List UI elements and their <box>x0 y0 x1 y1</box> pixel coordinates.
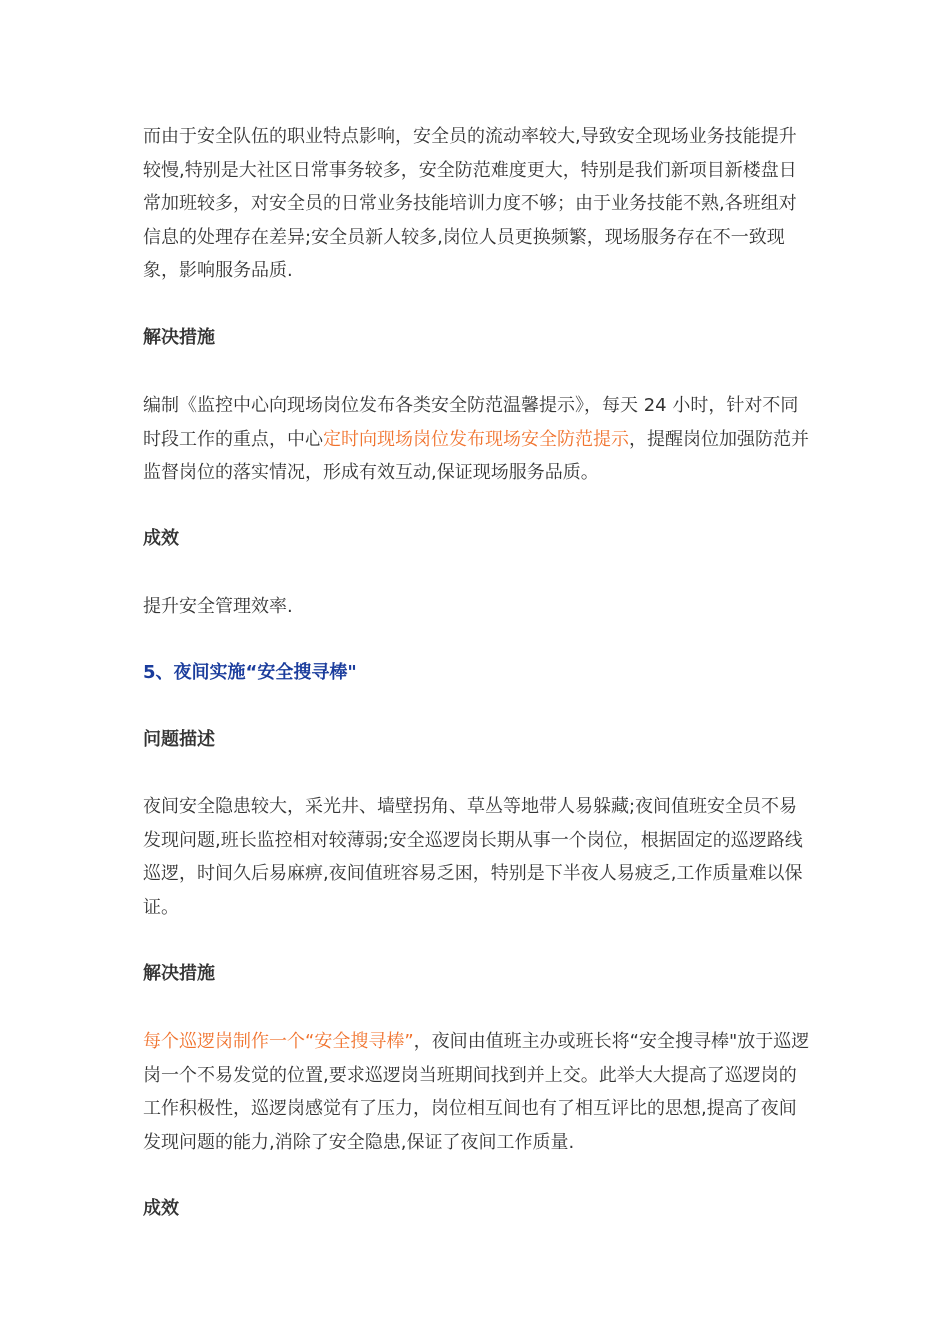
section-title-5: 5、夜间实施“安全搜寻棒" <box>143 662 357 683</box>
paragraph-solution-2 <box>143 1025 811 1159</box>
heading-effect-1: 成效 <box>143 528 179 549</box>
paragraph-solution-1-text-a: 编制《监控中心向现场岗位发布各类安全防范温馨提示》，每天 24 小时，针对不同时段工作的重点，中心 <box>143 395 799 450</box>
heading-problem: 问题描述 <box>143 729 215 750</box>
paragraph-effect-1: 提升安全管理效率. <box>143 596 293 617</box>
paragraph-solution-2-text: ，夜间由值班主办或班长将“安全搜寻棒"放于巡逻岗一个不易发觉的位置,要求巡逻岗当班期间找到并上交。此举大大提高了巡逻岗的工作积极性，巡逻岗感觉有了压力，岗位相互间也有了相互评比的思想,提高了夜间发现问题的能力,消除了安全隐患,保证了夜间工作质量. <box>143 1031 810 1153</box>
paragraph-solution-1-text-b: ，提醒岗位加强防范并监督岗位的落实情况，形成有效互动,保证现场服务品质。 <box>143 428 809 484</box>
highlight-search-stick: 每个巡逻岗制作一个“安全搜寻棒” <box>143 1031 414 1052</box>
heading-solution-2: 解决措施 <box>143 963 215 984</box>
heading-effect-2: 成效 <box>143 1198 179 1219</box>
paragraph-staff-turnover: 而由于安全队伍的职业特点影响，安全员的流动率较大,导致安全现场业务技能提升较慢,特别是大社区日常事务较多，安全防范难度更大，特别是我们新项目新楼盘日常加班较多，对安全员的日常业务技能培训力度不够；由于业务技能不熟,各班组对信息的处理存在差异;安全员新人较多,岗位人员更换频繁，现场服务存在不一致现象，影响服务品质. <box>143 126 797 282</box>
paragraph-solution-1 <box>143 389 811 490</box>
highlight-dispatch-tips: 定时向现场岗位发布现场安全防范提示 <box>323 428 629 450</box>
heading-solution-1: 解决措施 <box>143 327 215 348</box>
paragraph-problem: 夜间安全隐患较大，采光井、墙壁拐角、草丛等地带人易躲藏;夜间值班安全员不易发现问题,班长监控相对较薄弱;安全巡逻岗长期从事一个岗位，根据固定的巡逻路线巡逻，时间久后易麻痹,夜间值班容易乏困，特别是下半夜人易疲乏,工作质量难以保证。 <box>143 796 803 918</box>
